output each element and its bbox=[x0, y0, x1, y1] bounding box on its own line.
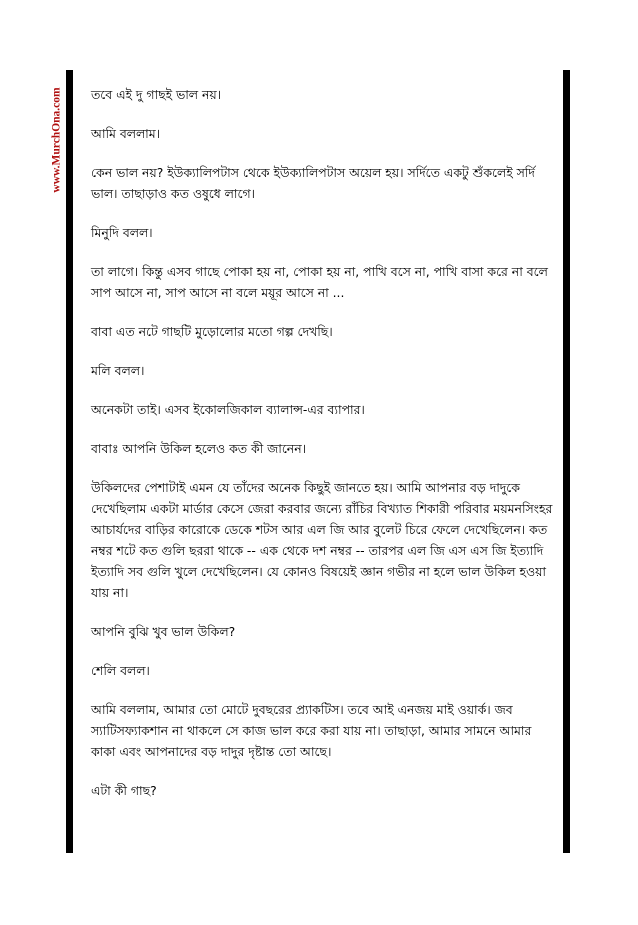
paragraph: তবে এই দু গাছই ভাল নয়। bbox=[91, 87, 222, 102]
paragraph: তা লাগে। কিন্তু এসব গাছে পোকা হয় না, পোকা হয় না, পাখি বসে না, পাখি বাসা করে না বলে সাপ আসে না, সাপ আসে না বলে ময়ূর আসে না ... bbox=[91, 264, 548, 300]
paragraph: আমি বললাম, আমার তো মোটে দুবছরের প্র্যাকটিস। তবে আই এনজয় মাই ওয়ার্ক। জব স্যাটিসফ্যাকশান না থাকলে সে কাজ ভাল করে করা যায় না। তাছাড়া, আমার সামনে আমার কাকা এবং আপনাদের বড় দাদুর দৃষ্টান্ত তো আছে। bbox=[91, 702, 532, 759]
left-border-bar bbox=[66, 70, 73, 853]
paragraph: এটা কী গাছ? bbox=[91, 783, 157, 798]
paragraph: আমি বললাম। bbox=[91, 126, 161, 141]
paragraph: আপনি বুঝি খুব ভাল উকিল? bbox=[91, 624, 236, 639]
paragraph: অনেকটা তাই। এসব ইকোলজিকাল ব্যালান্স-এর ব্যাপার। bbox=[91, 402, 365, 417]
right-border-bar bbox=[563, 70, 570, 853]
paragraph: শেলি বলল। bbox=[91, 663, 150, 678]
paragraph: কেন ভাল নয়? ইউক্যালিপটাস থেকে ইউক্যালিপটাস অয়েল হয়। সর্দিতে একটু শুঁকলেই সর্দি ভাল। তাছাড়াও কত ওষুধে লাগে। bbox=[91, 165, 535, 201]
paragraph: মলি বলল। bbox=[91, 363, 145, 378]
paragraph: উকিলদের পেশাটাই এমন যে তাঁদের অনেক কিছুই জানতে হয়। আমি আপনার বড় দাদুকে দেখেছিলাম একটা মার্ডার কেসে জেরা করবার জন্যে রাঁচির বিখ্যাত শিকারী পরিবার ময়মনসিংহর আচার্যদের বাড়ির কারোকে ডেকে শটস আর এল জি আর বুলেট চিরে ফেলে দেখেছিলেন। কত নম্বর শটে কত গুলি ছররা থাকে -- এক থেকে দশ নম্বর -- তারপর এল জি এস এস জি ইত্যাদি ইত্যাদি সব গুলি খুলে দেখেছিলেন। যে কোনও বিষয়েই জ্ঞান গভীর না হলে ভাল উকিল হওয়া যায় না। bbox=[91, 480, 553, 600]
watermark bbox=[48, 70, 66, 210]
page-body bbox=[91, 84, 553, 819]
paragraph: মিনুদি বলল। bbox=[91, 225, 153, 240]
paragraph: বাবাঃ আপনি উকিল হলেও কত কী জানেন। bbox=[91, 441, 307, 456]
watermark-text: www.MurchOna.com bbox=[51, 87, 64, 193]
paragraph: বাবা এত নটে গাছটি মুড়োলোর মতো গল্প দেখছি। bbox=[91, 324, 333, 339]
